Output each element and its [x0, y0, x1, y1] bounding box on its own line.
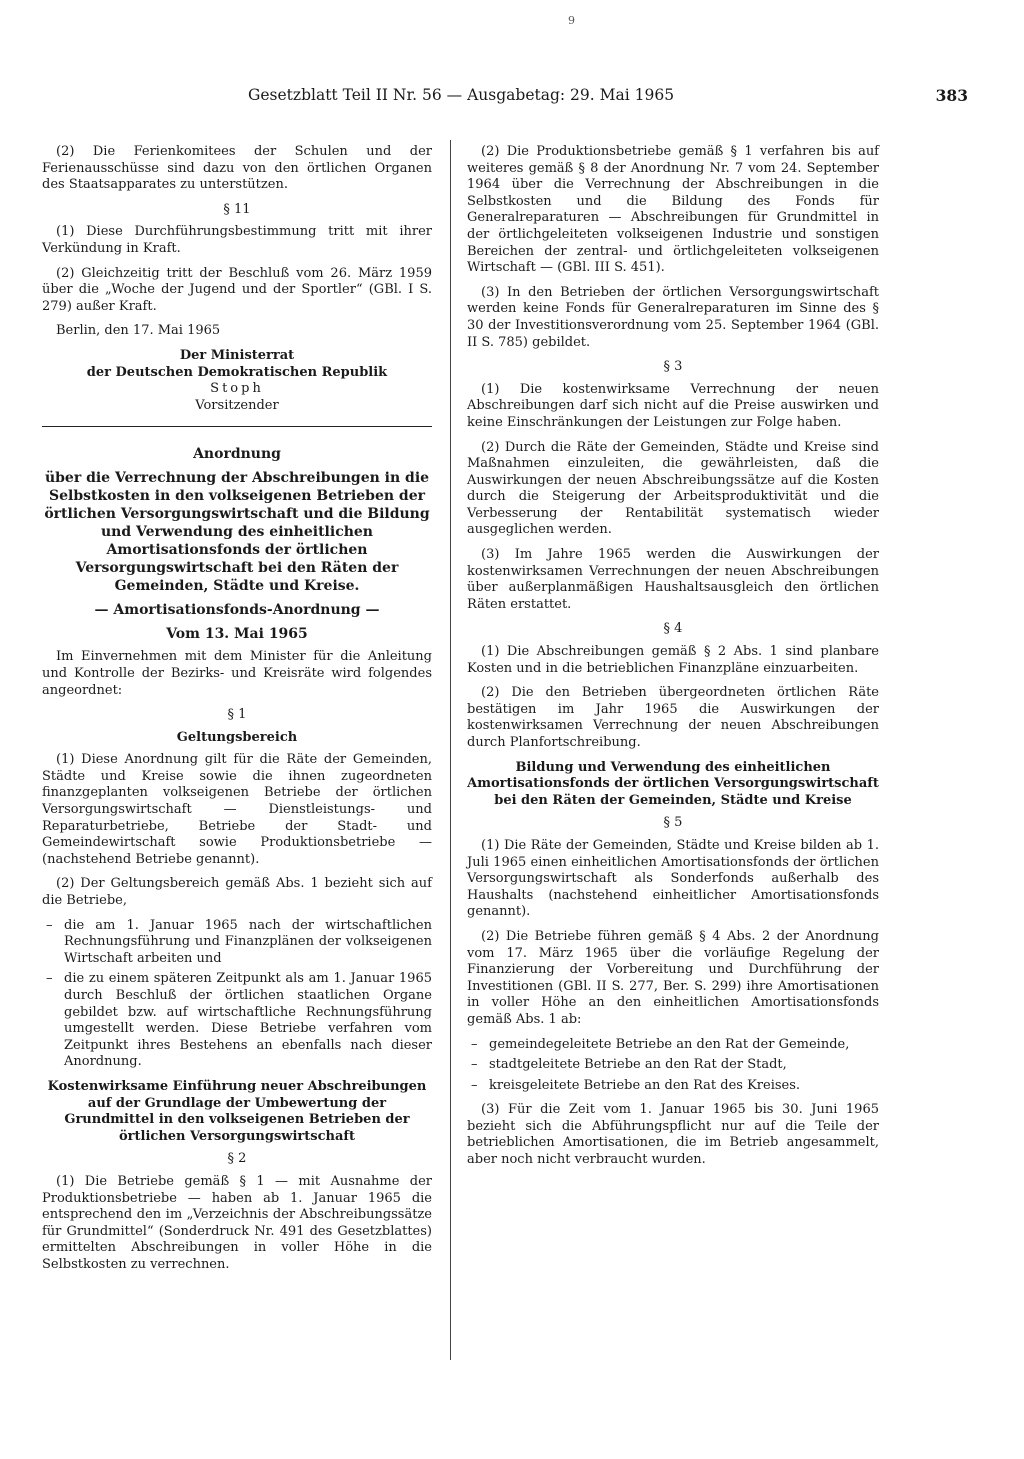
- header-title: Gesetzblatt Teil II Nr. 56 — Ausgabetag: 29. Mai 1965: [248, 86, 675, 104]
- signature-org: Der Ministerrat: [179, 347, 295, 363]
- signature-title: Vorsitzender: [195, 397, 279, 413]
- horizontal-rule: [42, 426, 432, 427]
- preamble: Im Einvernehmen mit dem Minister für die Anleitung und Kontrolle der Bezirks- und Kreisräte wird folgendes angeordnet:: [42, 649, 432, 698]
- list-item: – die zu einem späteren Zeitpunkt als am 1. Januar 1965 durch Beschluß der örtlichen staatlichen Organe gebildet bzw. auf wirtschaftliche Rechnungsführung umgestellt werden. Diese Betriebe verfahren vom Zeitpunkt ihres Bestehens an ebenfalls nach dieser Anordnung.: [42, 971, 432, 1071]
- paragraph: (1) Die Betriebe gemäß § 1 — mit Ausnahme der Produktionsbetriebe — haben ab 1. Januar 1965 die entsprechend den im „Verzeichnis der Abschreibungssätze für Grundmittel“ (Sonderdruck Nr. 491 des Gesetzblattes) ermittelten Abschreibungen in voller Höhe in die Selbstkosten zu verrechnen.: [42, 1173, 432, 1272]
- section-heading: § 11: [223, 201, 251, 217]
- section-heading: § 2: [227, 1151, 247, 1167]
- ordinance-date: Vom 13. Mai 1965: [166, 626, 308, 643]
- right-column: [467, 144, 879, 1177]
- ordinance-title: Anordnung: [193, 446, 281, 463]
- signature-name: Stoph: [210, 381, 264, 397]
- list-item: – stadtgeleitete Betriebe an den Rat der Stadt,: [467, 1057, 879, 1074]
- paragraph: (3) In den Betrieben der örtlichen Versorgungswirtschaft werden keine Fonds für Generalreparaturen im Sinne des § 30 der Investitionsverordnung vom 25. September 1964 (GBl. II S. 785) gebildet.: [467, 284, 879, 350]
- short-title: — Amortisationsfonds-Anordnung —: [94, 602, 380, 619]
- paragraph: (1) Die Abschreibungen gemäß § 2 Abs. 1 sind planbare Kosten und in die betrieblichen Finanzpläne einzuarbeiten.: [467, 644, 879, 676]
- paragraph: (1) Diese Durchführungsbestimmung tritt mit ihrer Verkündung in Kraft.: [42, 224, 432, 256]
- paragraph: (2) Die Ferienkomitees der Schulen und der Ferienausschüsse sind dazu von den örtlichen Organen des Staatsapparates zu unterstützen.: [42, 144, 432, 193]
- section-heading: § 3: [663, 359, 683, 375]
- place-date: Berlin, den 17. Mai 1965: [56, 323, 221, 339]
- signature-org: der Deutschen Demokratischen Republik: [86, 364, 388, 380]
- paragraph: (3) Im Jahre 1965 werden die Auswirkungen der kostenwirksamen Verrechnungen der neuen Abschreibungen über außerplanmäßigen Haushaltsausgleich den örtlichen Räten erstattet.: [467, 547, 879, 612]
- paragraph: (1) Diese Anordnung gilt für die Räte der Gemeinden, Städte und Kreise sowie die ihnen zugeordneten finanzgeplanten volkseigenen Betriebe der örtlichen Versorgungswirtschaft — Dienstleistungs- und Reparaturbetriebe, Betriebe der Stadt- und Gemeindewirtschaft sowie Produktionsbetriebe — (nachstehend Betriebe genannt).: [42, 752, 432, 867]
- paragraph: (2) Die Produktionsbetriebe gemäß § 1 verfahren bis auf weiteres gemäß § 8 der Anordnung Nr. 7 vom 24. September 1964 über die Verrechnung der Abschreibungen in die Selbstkosten und die Bildung des Fonds für Generalreparaturen — Abschreibungen für Grundmittel in der örtlichgeleiteten volkseigenen Industrie und sonstigen Bereichen der zentral- und örtlichgeleiteten volkseigenen Wirtschaft — (GBl. III S. 451).: [467, 144, 879, 276]
- page-header: [40, 86, 990, 110]
- section-heading: § 4: [663, 621, 683, 637]
- paragraph: (2) Durch die Räte der Gemeinden, Städte und Kreise sind Maßnahmen einzuleiten, die gewährleisten, daß die Auswirkungen der neuen Abschreibungssätze auf die Kosten durch die Steigerung der Arbeitsproduktivität und die Verbesserung der Rentabilität systematisch wieder ausgeglichen werden.: [467, 439, 879, 538]
- paragraph: (2) Gleichzeitig tritt der Beschluß vom 26. März 1959 über die „Woche der Jugend und der Sportler“ (GBl. I S. 279) außer Kraft.: [42, 265, 432, 314]
- page-mark: 9: [568, 14, 575, 27]
- section-title: Geltungsbereich: [176, 729, 298, 745]
- chapter-heading: Kostenwirksame Einführung neuer Abschreibungen auf der Grundlage der Umbewertung der Grundmittel in den volkseigenen Betrieben der örtlichen Versorgungswirtschaft: [47, 1078, 427, 1144]
- paragraph: (2) Die den Betrieben übergeordneten örtlichen Räte bestätigen im Jahr 1965 die Auswirkungen der kostenwirksamen Verrechnung der neuen Abschreibungen durch Planfortschreibung.: [467, 685, 879, 750]
- list-item: – kreisgeleitete Betriebe an den Rat des Kreises.: [467, 1078, 879, 1095]
- chapter-heading: Bildung und Verwendung des einheitlichen Amortisationsfonds der örtlichen Versorgungswirtschaft bei den Räten der Gemeinden, Städte und Kreise: [467, 759, 879, 808]
- ordinance-subtitle: über die Verrechnung der Abschreibungen in die Selbstkosten in den volkseigenen Betrieben der örtlichen Versorgungswirtschaft und die Bildung und Verwendung des einheitlichen Amortisationsfonds der örtlichen Versorgungswirtschaft bei den Räten der Gemeinden, Städte und Kreise.: [44, 470, 430, 595]
- paragraph: (2) Der Geltungsbereich gemäß Abs. 1 bezieht sich auf die Betriebe,: [42, 876, 432, 909]
- column-divider: [450, 140, 451, 1360]
- list-item: – die am 1. Januar 1965 nach der wirtschaftlichen Rechnungsführung und Finanzplänen der volkseigenen Wirtschaft arbeiten und: [42, 918, 432, 968]
- section-heading: § 1: [227, 707, 247, 723]
- page-number: 383: [935, 86, 968, 105]
- left-column: [42, 144, 432, 1282]
- paragraph: (1) Die kostenwirksame Verrechnung der neuen Abschreibungen darf sich nicht auf die Preise auswirken und keine Einschränkungen der Leistungen zur Folge haben.: [467, 381, 879, 430]
- list-item: – gemeindegeleitete Betriebe an den Rat der Gemeinde,: [467, 1037, 879, 1054]
- dash-list: [467, 1037, 879, 1095]
- section-heading: § 5: [663, 815, 683, 831]
- paragraph: (2) Die Betriebe führen gemäß § 4 Abs. 2 der Anordnung vom 17. März 1965 über die vorläufige Regelung der Finanzierung der Vorbereitung und Durchführung der Investitionen (GBl. II S. 277, Ber. S. 299) ihre Amortisationen in voller Höhe an den einheitlichen Amortisationsfonds gemäß Abs. 1 ab:: [467, 928, 879, 1027]
- dash-list: [42, 918, 432, 1071]
- paragraph: (3) Für die Zeit vom 1. Januar 1965 bis 30. Juni 1965 bezieht sich die Abführungspflicht nur auf die Teile der betrieblichen Amortisationen, die im Betrieb angesammelt, aber noch nicht verbraucht wurden.: [467, 1102, 879, 1168]
- paragraph: (1) Die Räte der Gemeinden, Städte und Kreise bilden ab 1. Juli 1965 einen einheitlichen Amortisationsfonds der örtlichen Versorgungswirtschaft als Sonderfonds außerhalb des Haushalts (nachstehend einheitlicher Amortisationsfonds genannt).: [467, 837, 879, 920]
